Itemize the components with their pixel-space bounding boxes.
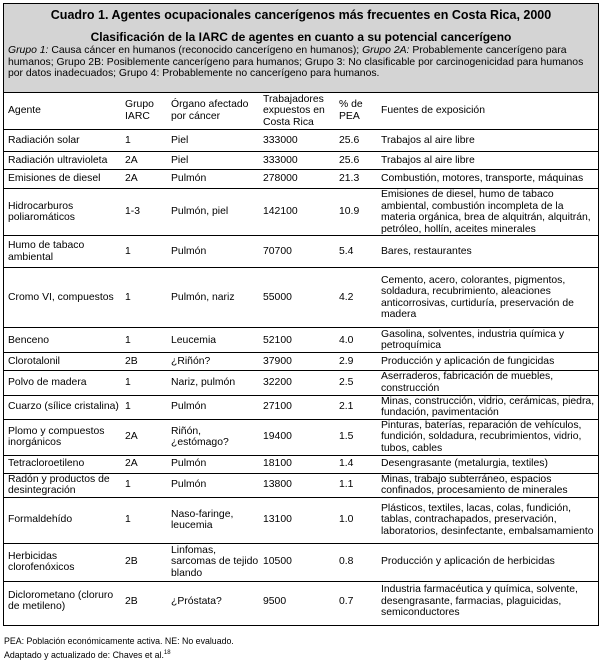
cell-organo: Pulmón — [171, 246, 207, 258]
cell-agente: Diclorometano (cloruro de metileno) — [8, 589, 114, 613]
table-row — [4, 455, 598, 473]
cell-grupo: 1 — [125, 246, 131, 258]
col-grupo-iarc: Grupo IARC — [121, 93, 167, 130]
cell-trabajadores: 55000 — [263, 292, 292, 304]
cell-pea: 2.1 — [339, 401, 354, 413]
cell-organo: Pulmón — [171, 479, 207, 491]
cell-organo: Piel — [171, 154, 189, 166]
cell-grupo: 2A — [125, 173, 138, 185]
cell-trabajadores: 333000 — [263, 154, 298, 166]
cell-pea: 4.2 — [339, 292, 354, 304]
legend-group1-label: Grupo 1: — [8, 45, 49, 56]
cell-agente: Hidrocarburos poliaromáticos — [8, 200, 75, 224]
cell-fuentes: Minas, construcción, vidrio, cerámicas, piedra, fundación, pavimentación — [381, 395, 595, 419]
cell-fuentes: Combustión, motores, transporte, máquinas — [381, 173, 584, 185]
legend-group1-text: Causa cáncer en humanos (reconocido cancerígeno en humanos); — [48, 45, 363, 56]
cell-agente: Cromo VI, compuestos — [8, 292, 114, 304]
footnote-source — [4, 647, 234, 661]
cell-grupo: 1 — [125, 377, 131, 389]
table-row — [4, 419, 598, 455]
cell-agente: Radiación solar — [8, 134, 80, 146]
cell-trabajadores: 27100 — [263, 401, 292, 413]
cell-grupo: 1 — [125, 479, 131, 491]
table-header-box — [4, 4, 598, 93]
cell-trabajadores: 37900 — [263, 356, 292, 368]
cell-pea: 10.9 — [339, 206, 360, 218]
cell-agente: Polvo de madera — [8, 377, 87, 389]
table-row — [4, 152, 598, 170]
cell-organo: Pulmón — [171, 401, 207, 413]
table-row — [4, 189, 598, 236]
cell-pea: 25.6 — [339, 154, 360, 166]
cell-fuentes: Minas, trabajo subterráneo, espacios confinados, procesamiento de minerales — [381, 473, 568, 497]
cell-agente: Clorotalonil — [8, 356, 60, 368]
table-row — [4, 328, 598, 353]
cell-trabajadores: 10500 — [263, 556, 292, 568]
cell-agente: Radiación ultravioleta — [8, 154, 108, 166]
cell-trabajadores: 70700 — [263, 246, 292, 258]
table-row — [4, 543, 598, 581]
cell-grupo: 2B — [125, 595, 138, 607]
table-row — [4, 581, 598, 621]
cell-pea: 0.7 — [339, 595, 354, 607]
cell-grupo: 2A — [125, 458, 138, 470]
cell-fuentes: Desengrasante (metalurgia, textiles) — [381, 458, 548, 470]
cell-agente: Formaldehído — [8, 514, 73, 526]
legend-group2a-label: Grupo 2A: — [362, 45, 410, 56]
cell-fuentes: Bares, restaurantes — [381, 246, 472, 258]
cell-trabajadores: 13100 — [263, 514, 292, 526]
cell-organo: ¿Próstata? — [171, 595, 222, 607]
cell-pea: 21.3 — [339, 173, 360, 185]
table-row — [4, 236, 598, 268]
cell-agente: Benceno — [8, 334, 50, 346]
table-row — [4, 353, 598, 371]
cell-grupo: 2B — [125, 356, 138, 368]
cell-trabajadores: 142100 — [263, 206, 298, 218]
cell-pea: 5.4 — [339, 246, 354, 258]
cell-fuentes: Trabajos al aire libre — [381, 154, 475, 166]
cell-fuentes: Trabajos al aire libre — [381, 134, 475, 146]
cell-organo: Linfomas, sarcomas de tejido blando — [171, 544, 259, 580]
cell-grupo: 1 — [125, 292, 131, 304]
cell-fuentes: Industria farmacéutica y química, solvente, desengrasante, farmacias, plaguicidas, semiconductores — [381, 584, 578, 619]
cell-grupo: 2B — [125, 556, 138, 568]
cell-fuentes: Cemento, acero, colorantes, pigmentos, soldadura, recubrimiento, aleaciones anticorrosivas, curtiduría, preservación de madera — [381, 274, 574, 321]
group-legend — [8, 45, 594, 80]
cell-pea: 4.0 — [339, 334, 354, 346]
col-pea: % de PEA — [335, 93, 377, 130]
page-title: Cuadro 1. Agentes ocupacionales cancerígenos más frecuentes en Costa Rica, 2000 — [50, 8, 552, 22]
cell-trabajadores: 32200 — [263, 377, 292, 389]
cell-fuentes: Pinturas, baterías, reparación de vehículos, fundición, soldadura, recubrimientos, vidrio, tubos, cables — [381, 419, 582, 454]
cell-agente: Plomo y compuestos inorgánicos — [8, 425, 105, 449]
cell-agente: Tetracloroetileno — [8, 458, 85, 470]
cell-trabajadores: 333000 — [263, 134, 298, 146]
cell-organo: Piel — [171, 134, 189, 146]
footnote-pea: PEA: Población económicamente activa. NE: No evaluado. — [4, 636, 234, 646]
col-agente: Agente — [4, 93, 121, 130]
table-row — [4, 497, 598, 543]
cell-grupo: 2A — [125, 431, 138, 443]
cell-organo: Pulmón, nariz — [171, 292, 235, 304]
cell-fuentes: Plásticos, textiles, lacas, colas, fundición, tablas, contrachapados, preservación, laboratorios, desinfectante, embalsamamiento — [381, 502, 594, 538]
cell-organo: Nariz, pulmón — [171, 377, 236, 389]
cell-grupo: 1 — [125, 514, 131, 526]
cell-grupo: 1 — [125, 134, 131, 146]
cell-trabajadores: 52100 — [263, 334, 292, 346]
cell-fuentes: Emisiones de diesel, humo de tabaco ambiental, combustión incompleta de la materia orgánica, brea de alquitrán, alquitrán, petróleo, hollín, aceites minerales — [381, 189, 591, 235]
cell-pea: 1.1 — [339, 479, 354, 491]
footnote-ref: 18 — [163, 650, 171, 656]
cell-trabajadores: 13800 — [263, 479, 292, 491]
cell-pea: 25.6 — [339, 134, 360, 146]
table-row — [4, 268, 598, 328]
classification-subtitle: Clasificación de la IARC de agentes en cuanto a su potencial cancerígeno — [90, 30, 512, 44]
cell-grupo: 2A — [125, 154, 138, 166]
cell-trabajadores: 278000 — [263, 173, 298, 185]
cell-agente: Cuarzo (sílice cristalina) — [8, 401, 119, 413]
cell-fuentes: Gasolina, solventes, industria química y petroquímica — [381, 328, 565, 352]
agents-table — [4, 93, 598, 621]
footnotes — [4, 635, 234, 661]
cell-pea: 1.5 — [339, 431, 354, 443]
cell-organo: Pulmón — [171, 458, 207, 470]
cell-pea: 2.9 — [339, 356, 354, 368]
cell-organo: Pulmón, piel — [171, 206, 229, 218]
col-organo: Órgano afectado por cáncer — [167, 93, 259, 130]
table-row — [4, 473, 598, 497]
table-body — [4, 130, 598, 622]
column-header-row — [4, 93, 598, 130]
cell-trabajadores: 18100 — [263, 458, 292, 470]
cell-grupo: 1-3 — [125, 206, 141, 218]
cell-trabajadores: 19400 — [263, 431, 292, 443]
table-row — [4, 371, 598, 395]
cell-pea: 0.8 — [339, 556, 354, 568]
table-row — [4, 130, 598, 152]
cell-pea: 1.4 — [339, 458, 354, 470]
cell-agente: Humo de tabaco ambiental — [8, 240, 85, 263]
cell-organo: Naso-faringe, leucemia — [171, 508, 234, 532]
cell-pea: 1.0 — [339, 514, 354, 526]
cell-organo: ¿Riñón? — [171, 356, 211, 368]
cell-organo: Pulmón — [171, 173, 207, 185]
cell-pea: 2.5 — [339, 377, 354, 389]
cell-fuentes: Aserraderos, fabricación de muebles, construcción — [381, 371, 554, 394]
table-row — [4, 170, 598, 189]
cell-organo: Riñón, ¿estómago? — [171, 425, 229, 449]
cell-fuentes: Producción y aplicación de herbicidas — [381, 556, 555, 568]
col-trabajadores: Trabajadores expuestos en Costa Rica — [259, 93, 335, 130]
cell-agente: Radón y productos de desintegración — [8, 473, 110, 497]
table-row — [4, 395, 598, 419]
cell-grupo: 1 — [125, 334, 131, 346]
footnote-source-text: Adaptado y actualizado de: Chaves et al. — [4, 649, 164, 660]
cell-trabajadores: 9500 — [263, 595, 287, 607]
cell-grupo: 1 — [125, 401, 131, 413]
cell-agente: Emisiones de diesel — [8, 173, 101, 185]
cell-fuentes: Producción y aplicación de fungicidas — [381, 356, 555, 368]
legend-group2a-text: Probablemente cancerígeno para humanos; Grupo 2B: Posiblemente cancerígeno para humanos; Grupo 3: No clasificable por carcinogenicidad para humanos por datos inadecuados; Grupo 4: Probablemente no cancerígeno para humanos. — [8, 45, 584, 80]
table-frame — [3, 3, 599, 626]
cell-agente: Herbicidas clorofenóxicos — [8, 550, 75, 574]
cell-organo: Leucemia — [171, 334, 217, 346]
col-fuentes: Fuentes de exposición — [377, 93, 598, 130]
